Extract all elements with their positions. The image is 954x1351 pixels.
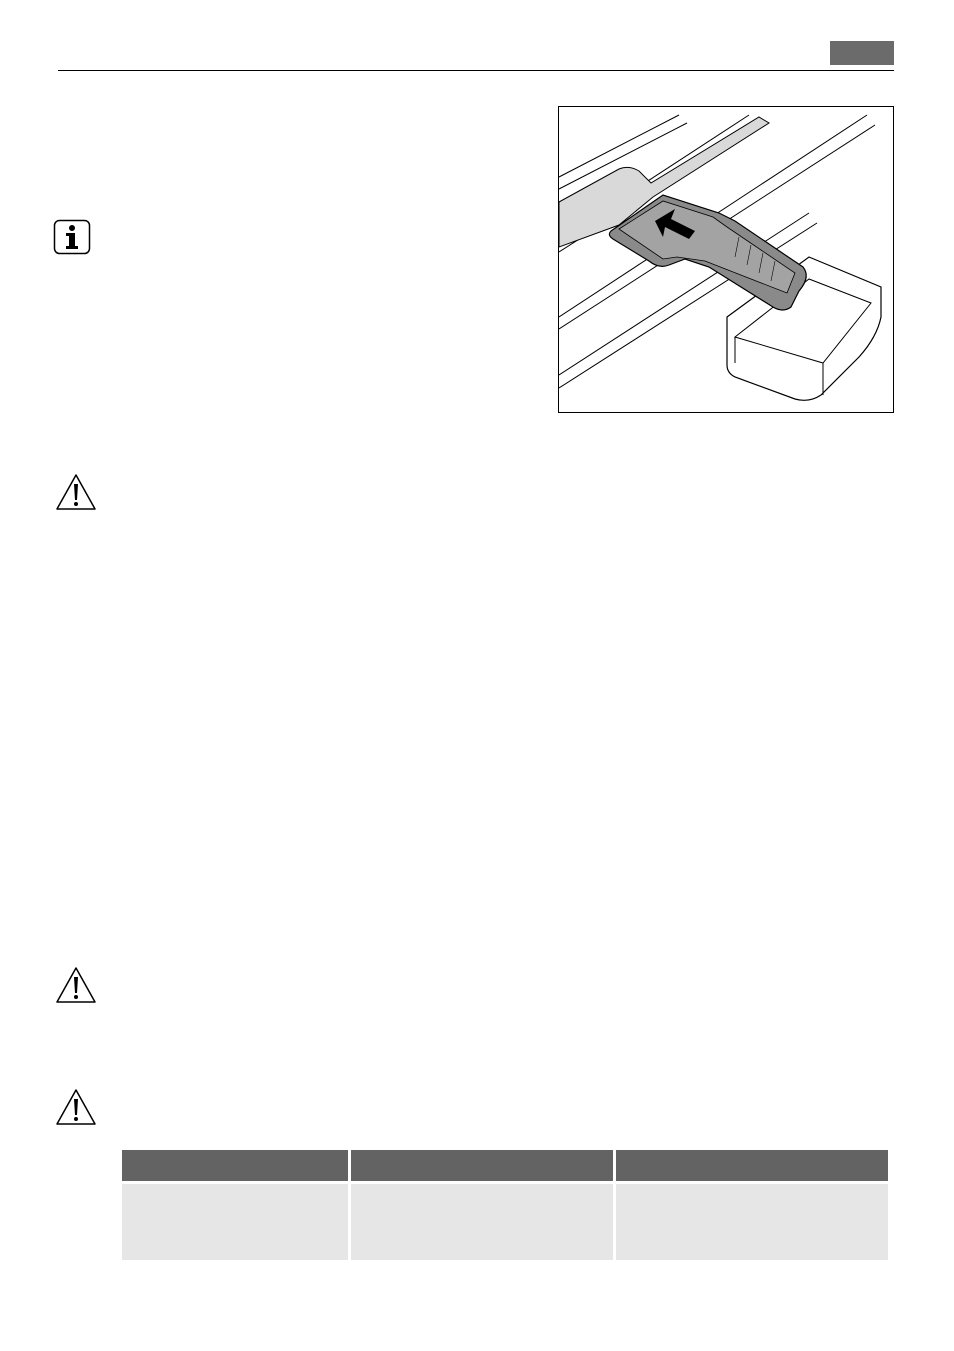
info-icon	[53, 219, 91, 255]
table-cell	[351, 1181, 613, 1260]
table-header-cell	[122, 1150, 348, 1181]
warning-triangle-icon	[55, 1088, 97, 1126]
illustration-figure	[558, 106, 894, 413]
language-badge	[830, 41, 894, 65]
table-cell	[122, 1181, 348, 1260]
table-header-cell	[351, 1150, 613, 1181]
shelf-illustration	[559, 107, 893, 412]
troubleshooting-table	[119, 1150, 891, 1260]
table-header-cell	[616, 1150, 888, 1181]
warning-triangle-icon	[55, 473, 97, 511]
table-row	[122, 1181, 888, 1260]
warning-triangle-icon	[55, 966, 97, 1004]
table-cell	[616, 1181, 888, 1260]
table-header-row	[122, 1150, 888, 1181]
header-rule	[58, 70, 894, 71]
